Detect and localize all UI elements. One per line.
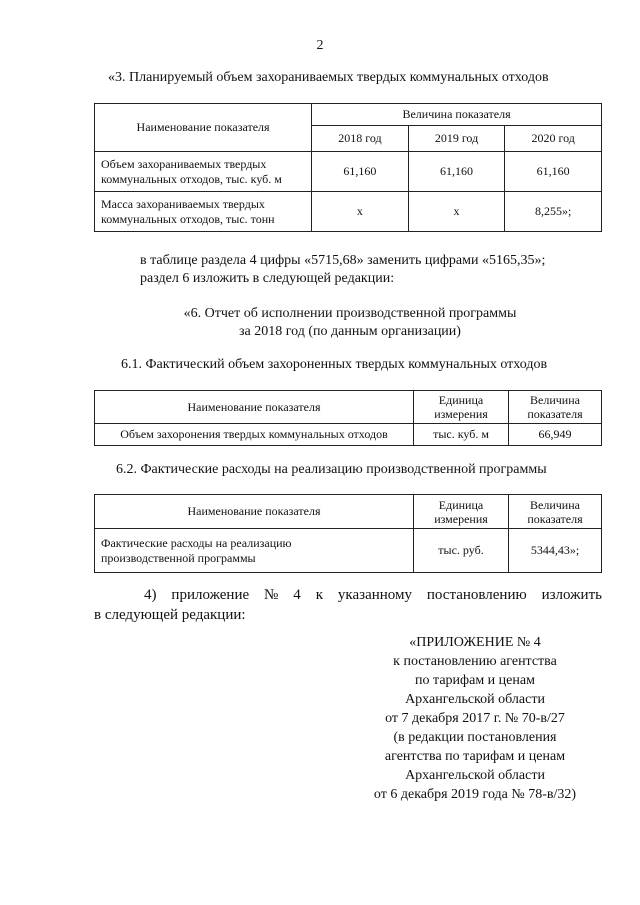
- actual-volume-table: [94, 390, 602, 446]
- amendment-text: в таблице раздела 4 цифры «5715,68» заменить цифрами «5165,35»; раздел 6 изложить в следующей редакции:: [140, 253, 546, 286]
- row-name: Объем захоронения твердых коммунальных отходов: [95, 424, 414, 446]
- cell-value: 66,949: [509, 424, 602, 446]
- cell-value: 61,160: [312, 152, 409, 192]
- cell-unit: тыс. руб.: [414, 529, 509, 573]
- table-header-year: 2018 год: [312, 126, 409, 152]
- table-header-name: Наименование показателя: [95, 391, 414, 424]
- row-name: Фактические расходы на реализацию производственной программы: [95, 529, 414, 573]
- item-4-text: 4) приложение № 4 к указанному постановлению изложить в следующей редакции:: [94, 587, 602, 623]
- cell-unit: тыс. куб. м: [414, 424, 509, 446]
- appendix-header: «ПРИЛОЖЕНИЕ № 4 к постановлению агентства по тарифам и ценам Архангельской области от 7 декабря 2017 г. № 70-в/27 (в редакции постановления агентства по тарифам и ценам Архангельской области от 6 декабря 2019 года № 78-в/32): [373, 635, 577, 802]
- cell-value: х: [408, 192, 505, 232]
- table-row: [95, 152, 602, 192]
- cell-value: 5344,43»;: [509, 529, 602, 573]
- cell-value: х: [312, 192, 409, 232]
- row-name: Объем захораниваемых твердых коммунальных отходов, тыс. куб. м: [95, 152, 312, 192]
- table-header-year: 2020 год: [505, 126, 602, 152]
- table-header-value: Величина показателя: [509, 495, 602, 529]
- section-6-2-title: 6.2. Фактические расходы на реализацию производственной программы: [116, 462, 547, 477]
- section-6-1-title: 6.1. Фактический объем захороненных твердых коммунальных отходов: [121, 357, 548, 372]
- cell-value: 8,255»;: [505, 192, 602, 232]
- table-header-unit: Единица измерения: [414, 391, 509, 424]
- table-row: [95, 424, 602, 446]
- table-header-value: Величина показателя: [509, 391, 602, 424]
- table-header-name: Наименование показателя: [95, 104, 312, 152]
- section-3-title: «3. Планируемый объем захораниваемых твердых коммунальных отходов: [108, 70, 549, 85]
- row-name: Масса захораниваемых твердых коммунальных отходов, тыс. тонн: [95, 192, 312, 232]
- table-header-name: Наименование показателя: [95, 495, 414, 529]
- page-number: 2: [316, 38, 324, 53]
- table-header-group: Величина показателя: [312, 104, 602, 126]
- table-row: [95, 529, 602, 573]
- table-header-unit: Единица измерения: [414, 495, 509, 529]
- cell-value: 61,160: [408, 152, 505, 192]
- actual-costs-table: [94, 494, 602, 573]
- table-row: [95, 192, 602, 232]
- planned-volume-table: [94, 103, 602, 232]
- section-6-title: «6. Отчет об исполнении производственной программы за 2018 год (по данным организации): [183, 306, 517, 339]
- table-header-year: 2019 год: [408, 126, 505, 152]
- cell-value: 61,160: [505, 152, 602, 192]
